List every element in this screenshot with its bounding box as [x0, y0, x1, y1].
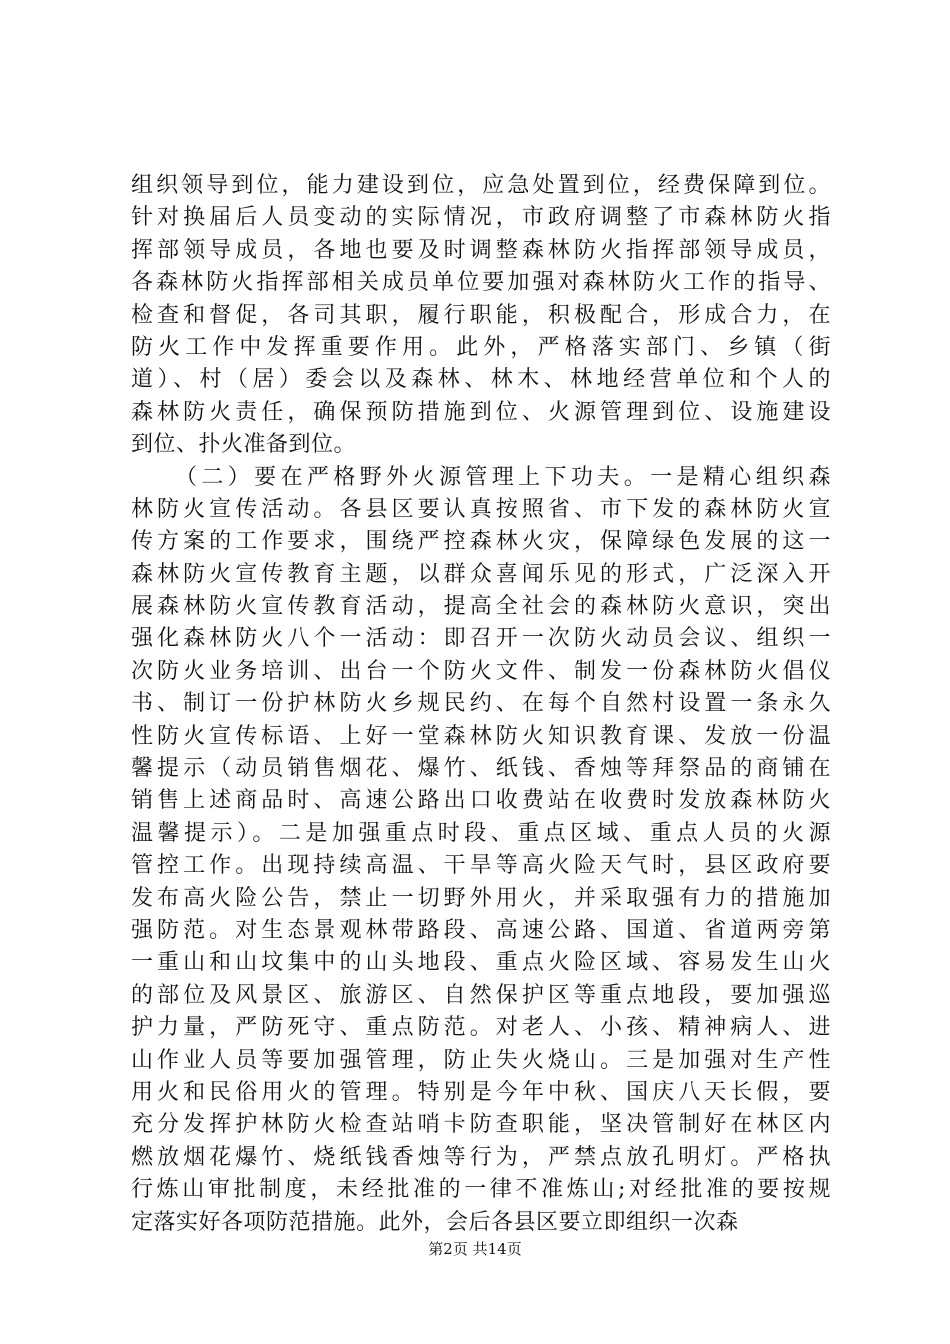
text-line: 林防火宣传活动。各县区要认真按照省、市下发的森林防火宣 [131, 496, 831, 522]
text-line: 展森林防火宣传教育活动，提高全社会的森林防火意识，突出 [131, 594, 831, 620]
text-line: 一重山和山坟集中的山头地段、重点火险区域、容易发生山火 [131, 950, 831, 976]
text-line: 强化森林防火八个一活动：即召开一次防火动员会议、组织一 [131, 626, 831, 652]
text-line: 针对换届后人员变动的实际情况，市政府调整了市森林防火指 [131, 205, 831, 231]
text-line: 到位、扑火准备到位。 [131, 432, 357, 458]
text-line: 用火和民俗用火的管理。特别是今年中秋、国庆八天长假，要 [131, 1079, 831, 1105]
text-line: 管控工作。出现持续高温、干旱等高火险天气时，县区政府要 [131, 853, 831, 879]
document-body [131, 170, 831, 1239]
text-line: 燃放烟花爆竹、烧纸钱香烛等行为，严禁点放孔明灯。严格执 [131, 1144, 831, 1170]
text-line: 山作业人员等要加强管理，防止失火烧山。三是加强对生产性 [131, 1047, 831, 1073]
text-line: 馨提示（动员销售烟花、爆竹、纸钱、香烛等拜祭品的商铺在 [131, 756, 831, 782]
text-line: 强防范。对生态景观林带路段、高速公路、国道、省道两旁第 [131, 917, 831, 943]
text-line: 道）、村（居）委会以及森林、林木、林地经营单位和个人的 [131, 367, 831, 393]
text-line: 挥部领导成员，各地也要及时调整森林防火指挥部领导成员， [131, 237, 831, 263]
text-line: 护力量，严防死守、重点防范。对老人、小孩、精神病人、进 [131, 1015, 831, 1041]
text-line: 定落实好各项防范措施。此外，会后各县区要立即组织一次森 [131, 1209, 739, 1235]
text-line: 性防火宣传标语、上好一堂森林防火知识教育课、发放一份温 [131, 723, 831, 749]
text-line: 森林防火责任，确保预防措施到位、火源管理到位、设施建设 [131, 399, 831, 425]
text-line: 次防火业务培训、出台一个防火文件、制发一份森林防火倡仪 [131, 658, 831, 684]
text-line: 销售上述商品时、高速公路出口收费站在收费时发放森林防火 [131, 788, 831, 814]
text-line: 充分发挥护林防火检查站哨卡防查职能，坚决管制好在林区内 [131, 1112, 831, 1138]
text-line: 书、制订一份护林防火乡规民约、在每个自然村设置一条永久 [131, 691, 831, 717]
text-line: 传方案的工作要求，围绕严控森林火灾，保障绿色发展的这一 [131, 529, 831, 555]
text-line: 防火工作中发挥重要作用。此外，严格落实部门、乡镇（街 [131, 334, 831, 360]
text-line: 温馨提示）。二是加强重点时段、重点区域、重点人员的火源 [131, 820, 831, 846]
text-line: 发布高火险公告，禁止一切野外用火，并采取强有力的措施加 [131, 885, 831, 911]
text-line: 各森林防火指挥部相关成员单位要加强对森林防火工作的指导、 [131, 270, 831, 296]
text-line: 森林防火宣传教育主题，以群众喜闻乐见的形式，广泛深入开 [131, 561, 831, 587]
text-line: 组织领导到位，能力建设到位，应急处置到位，经费保障到位。 [131, 173, 831, 198]
text-line: 的部位及风景区、旅游区、自然保护区等重点地段，要加强巡 [131, 982, 831, 1008]
text-line: 检查和督促，各司其职，履行职能，积极配合，形成合力，在 [131, 302, 831, 328]
text-line: 行炼山审批制度，未经批准的一律不准炼山;对经批准的要按规 [131, 1177, 831, 1203]
paragraph-start-line: （二）要在严格野外火源管理上下功夫。一是精心组织森 [175, 464, 831, 490]
page-footer: 第2页 共14页 [428, 1240, 522, 1258]
